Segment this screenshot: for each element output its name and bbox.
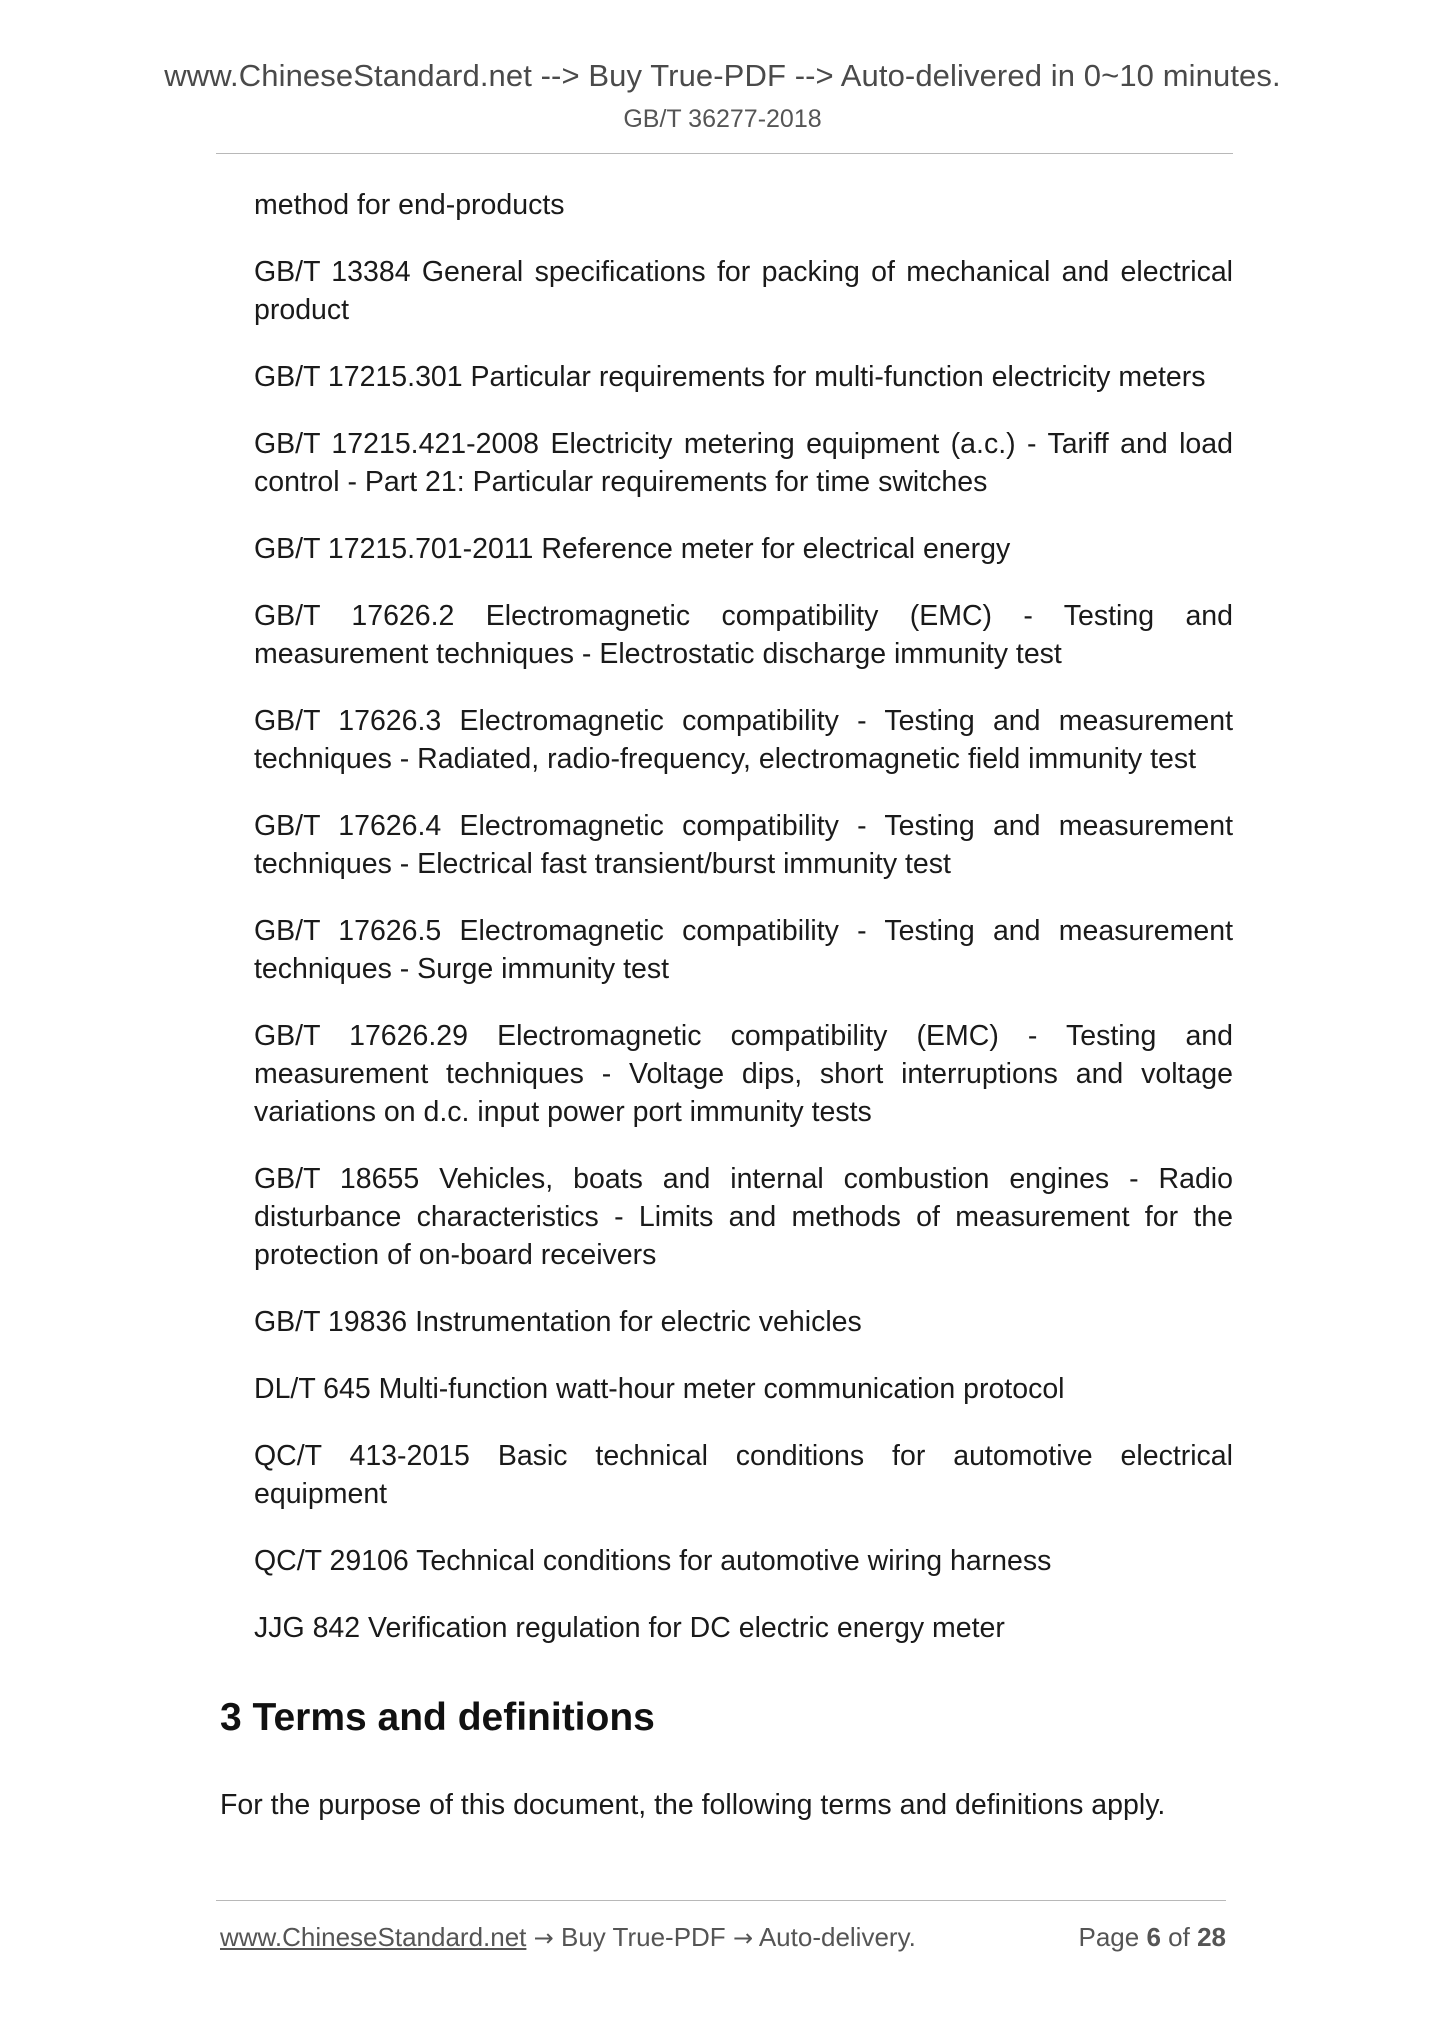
- reference-item: GB/T 17626.29 Electromagnetic compatibility (EMC) - Testing and measurement techniques - Voltage dips, short interruptions and voltage variations on d.c. input power port immunity tests: [254, 1020, 1233, 1128]
- arrow-right-icon: →: [732, 1924, 754, 1952]
- reference-item: GB/T 18655 Vehicles, boats and internal combustion engines - Radio disturbance characteristics - Limits and methods of measurement for the protection of on-board receivers: [254, 1163, 1233, 1271]
- page-footer: [220, 1922, 1226, 1953]
- reference-item: GB/T 13384 General specifications for packing of mechanical and electrical product: [254, 256, 1233, 326]
- reference-item: GB/T 17215.421-2008 Electricity metering equipment (a.c.) - Tariff and load control - Part 21: Particular requirements for time switches: [254, 428, 1233, 498]
- reference-item: GB/T 17626.4 Electromagnetic compatibility - Testing and measurement techniques - Electrical fast transient/burst immunity test: [254, 810, 1233, 880]
- arrow-right-icon: →: [533, 1924, 554, 1952]
- footer-site-link[interactable]: www.ChineseStandard.net: [220, 1922, 527, 1952]
- reference-item: GB/T 17215.301 Particular requirements for multi-function electricity meters: [254, 361, 1206, 393]
- reference-item: GB/T 17626.3 Electromagnetic compatibility - Testing and measurement techniques - Radiated, radio-frequency, electromagnetic field immunity test: [254, 705, 1233, 775]
- reference-item: GB/T 17626.5 Electromagnetic compatibility - Testing and measurement techniques - Surge immunity test: [254, 915, 1233, 985]
- reference-item: GB/T 19836 Instrumentation for electric vehicles: [254, 1306, 862, 1338]
- page-of: of: [1168, 1922, 1190, 1952]
- section-heading: 3 Terms and definitions: [220, 1696, 655, 1739]
- header-divider: [216, 153, 1233, 154]
- footer-divider: [216, 1900, 1226, 1901]
- page-current: 6: [1146, 1922, 1161, 1952]
- reference-item: GB/T 17626.2 Electromagnetic compatibility (EMC) - Testing and measurement techniques - Electrostatic discharge immunity test: [254, 600, 1233, 670]
- reference-item: method for end-products: [254, 189, 565, 221]
- header-banner: www.ChineseStandard.net --> Buy True-PDF --> Auto-delivered in 0~10 minutes.: [164, 58, 1281, 93]
- section-intro: For the purpose of this document, the following terms and definitions apply.: [220, 1789, 1166, 1821]
- reference-item: DL/T 645 Multi-function watt-hour meter communication protocol: [254, 1373, 1065, 1405]
- page-number: [1078, 1922, 1226, 1953]
- footer-delivery-text: Auto-delivery.: [758, 1922, 916, 1952]
- normative-references-list: [254, 186, 1233, 1676]
- reference-item: QC/T 29106 Technical conditions for automotive wiring harness: [254, 1545, 1052, 1577]
- footer-buy-text: Buy True-PDF: [560, 1922, 726, 1952]
- page-label: Page: [1078, 1922, 1140, 1952]
- reference-item: JJG 842 Verification regulation for DC electric energy meter: [254, 1612, 1005, 1644]
- page-total: 28: [1197, 1922, 1226, 1952]
- reference-item: GB/T 17215.701-2011 Reference meter for electrical energy: [254, 533, 1011, 565]
- document-id: GB/T 36277-2018: [623, 105, 822, 133]
- reference-item: QC/T 413-2015 Basic technical conditions for automotive electrical equipment: [254, 1440, 1233, 1510]
